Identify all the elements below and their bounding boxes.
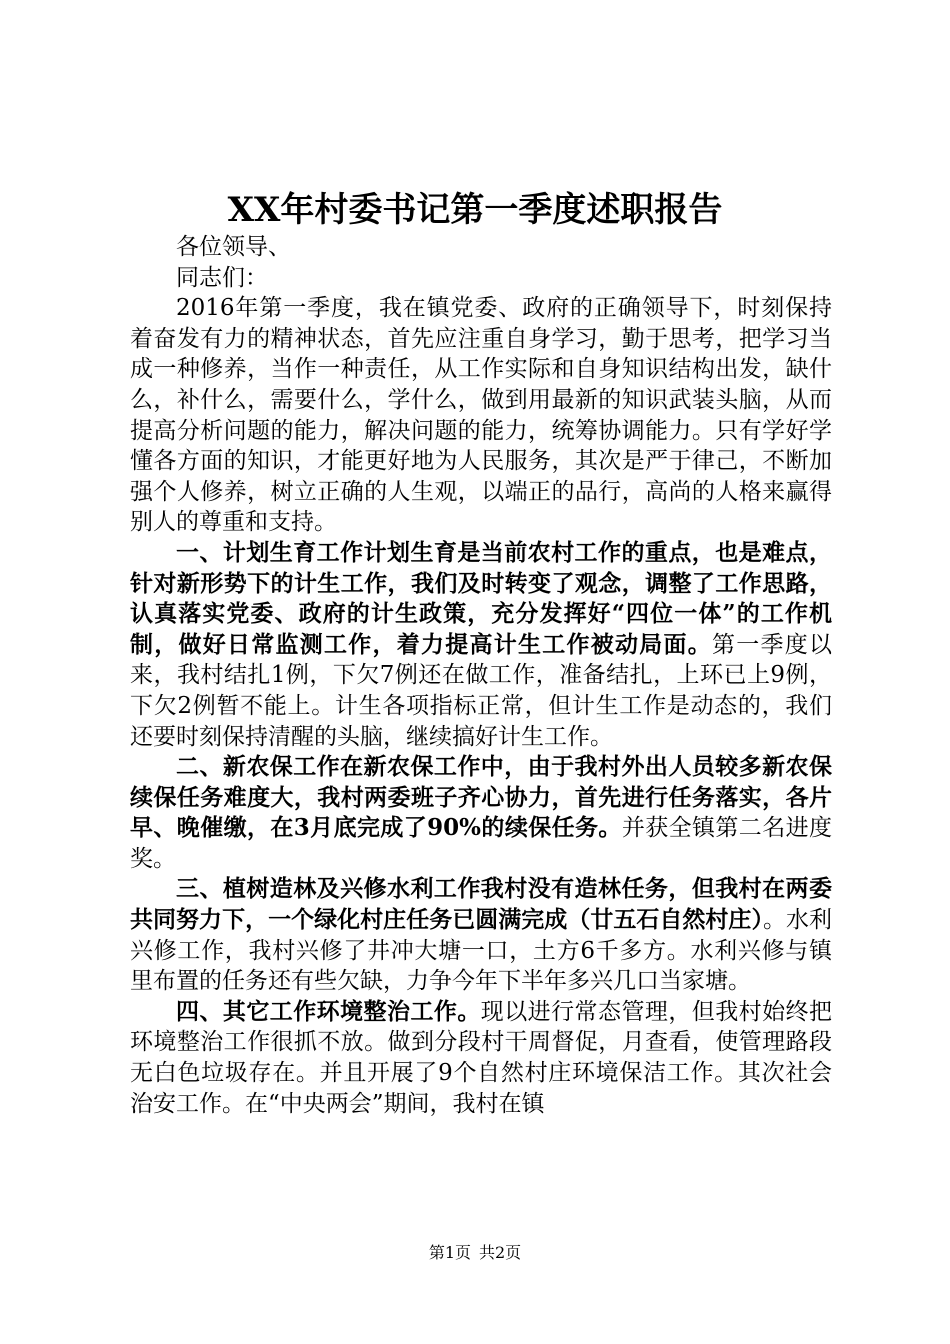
paragraph-text: 。水利兴修工作，我村兴修了井冲大塘一口，土方6千多方。水利兴修与镇里布置的任务还有些欠缺，力争今年下半年多兴几口当家塘。 (130, 907, 833, 995)
paragraph-lead: 三、植树造林及兴修水利工作我村没有造林任务，但我村在两委共同努力下，一个绿化村庄任务已圆满完成（廿五石自然村庄） (130, 875, 832, 934)
paragraph-lead: 二、新农保工作在新农保工作中，由于我村外出人员较多新农保续保任务难度大，我村两委班子齐心协力，首先进行任务落实，各片早、晚催缴，在3月底完成了90%的续保任务。 (130, 753, 832, 842)
page-footer (0, 1242, 950, 1264)
page-total: 共2页 (479, 1243, 522, 1262)
greeting-line-2: 同志们： (176, 264, 268, 291)
paragraph-lead: 一、计划生育工作计划生育是当前农村工作的重点，也是难点，针对新形势下的计生工作，我们及时转变了观念，调整了工作思路，认真落实党委、政府的计生政策，充分发挥好“四位一体”的工作机制，做好日常监测工作，着力提高计生工作被动局面。 (130, 538, 832, 658)
document-body (130, 232, 832, 1119)
paragraph-text: 2016年第一季度，我在镇党委、政府的正确领导下，时刻保持着奋发有力的精神状态，首先应注重自身学习，勤于思考，把学习当成一种修养，当作一种责任，从工作实际和自身知识结构出发，缺什么，补什么，需要什么，学什么，做到用最新的知识武装头脑，从而提高分析问题的能力，解决问题的能力，统筹协调能力。只有学好学懂各方面的知识，才能更好地为人民服务，其次是严于律己，不断加强个人修养，树立正确的人生观，以端正的品行，高尚的人格来赢得别人的尊重和支持。 (130, 295, 832, 536)
document-title: XX年村委书记第一季度述职报告 (227, 190, 723, 230)
greeting-line-1: 各位领导、 (176, 234, 291, 260)
paragraph-rural-insurance (130, 752, 832, 874)
paragraph-intro (130, 293, 832, 538)
paragraph-lead: 四、其它工作环境整治工作。 (176, 997, 481, 1025)
paragraph-other-work (130, 997, 832, 1119)
paragraph-family-planning (130, 538, 832, 752)
page-number: 第1页 (428, 1243, 471, 1262)
paragraph-text: 现以进行常态管理，但我村始终把环境整治工作很抓不放。做到分段村干周督促，月查看，使管理路段无白色垃圾存在。并且开展了9个自然村庄环境保洁工作。其次社会治安工作。在“中央两会”期间，我村在镇 (130, 998, 833, 1117)
paragraph-text: 第一季度以来，我村结扎1例，下欠7例还在做工作，准备结扎，上环已上9例，下欠2例暂不能上。计生各项指标正常，但计生工作是动态的，我们还要时刻保持清醒的头脑，继续搞好计生工作。 (130, 631, 832, 750)
paragraph-afforestation (130, 874, 832, 996)
paragraph-text: 并获全镇第二名进度奖。 (130, 815, 832, 872)
